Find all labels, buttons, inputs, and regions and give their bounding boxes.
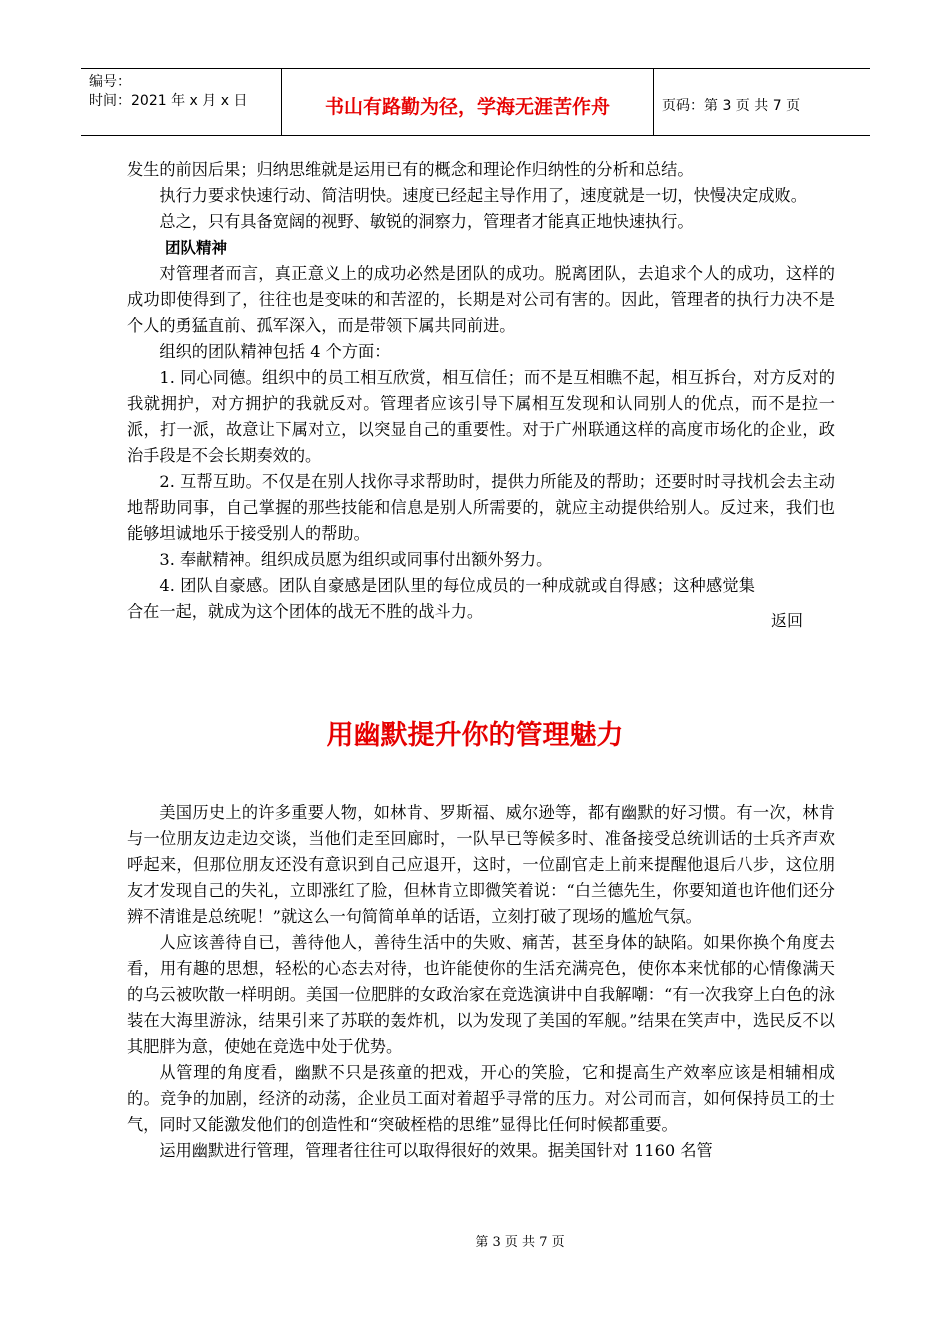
paragraph: 执行力要求快速行动、简洁明快。速度已经起主导作用了，速度就是一切，快慢决定成败。 <box>159 186 807 205</box>
document-number-label: 编号： <box>89 74 131 90</box>
header-motto: 书山有路勤为径，学海无涯苦作舟 <box>282 69 654 135</box>
paragraph: 组织的团队精神包括 4 个方面： <box>159 342 391 361</box>
header-page-info: 页码：第 3 页 共 7 页 <box>662 98 801 114</box>
paragraph: 人应该善待自已，善待他人，善待生活中的失败、痛苦，甚至身体的缺陷。如果你换个角度去看，用有趣的思想，轻松的心态去对待，也许能使你的生活充满亮色，使你本来忧郁的心情像满天的乌云被吹散一样明朗。美国一位肥胖的女政治家在竞选演讲中自我解嘲：“有一次我穿上白色的泳装在大海里游泳，结果引来了苏联的轰炸机，以为发现了美国的军舰。”结果在笑声中，选民反不以其肥胖为意，使她在竞选中处于优势。 <box>127 933 835 1056</box>
document-date-label: 时间：2021 年 x 月 x 日 <box>89 93 248 109</box>
list-item: 1. 同心同德。组织中的员工相互欣赏，相互信任；而不是互相瞧不起，相互拆台，对方反对的我就拥护，对方拥护的我就反对。管理者应该引导下属相互发现和认同别人的优点，而不是拉一派，打一派，故意让下属对立，以突显自己的重要性。对于广州联通这样的高度市场化的企业，政治手段是不会长期奏效的。 <box>127 368 835 465</box>
header-meta <box>81 69 282 135</box>
section-execution-teamwork <box>127 157 835 625</box>
page-header <box>81 68 870 136</box>
article-body <box>127 800 835 1164</box>
article-title: 用幽默提升你的管理魅力 <box>326 720 624 751</box>
list-item: 2. 互帮互助。不仅是在别人找你寻求帮助时，提供力所能及的帮助；还要时时寻找机会去主动地帮助同事，自己掌握的那些技能和信息是别人所需要的，就应主动提供给别人。反过来，我们也能够坦诚地乐于接受别人的帮助。 <box>127 472 835 543</box>
list-item: 4. 团队自豪感。团队自豪感是团队里的每位成员的一种成就或自得感；这种感觉集合在一起，就成为这个团体的战无不胜的战斗力。 <box>127 576 755 621</box>
paragraph: 总之，只有具备宽阔的视野、敏锐的洞察力，管理者才能真正地快速执行。 <box>159 212 694 231</box>
paragraph: 运用幽默进行管理，管理者往往可以取得很好的效果。据美国针对 1160 名管 <box>159 1141 713 1160</box>
paragraph: 发生的前因后果；归纳思维就是运用已有的概念和理论作归纳性的分析和总结。 <box>127 160 694 179</box>
back-link[interactable]: 返回 <box>771 611 804 630</box>
paragraph: 从管理的角度看，幽默不只是孩童的把戏，开心的笑脸，它和提高生产效率应该是相辅相成的。竞争的加剧，经济的动荡，企业员工面对着超乎寻常的压力。对公司而言，如何保持员工的士气，同时又能激发他们的创造性和“突破桎梏的思维”显得比任何时候都重要。 <box>127 1063 835 1134</box>
paragraph: 对管理者而言，真正意义上的成功必然是团队的成功。脱离团队，去追求个人的成功，这样的成功即使得到了，往往也是变味的和苦涩的，长期是对公司有害的。因此，管理者的执行力决不是个人的勇猛直前、孤军深入，而是带领下属共同前进。 <box>127 264 835 335</box>
section-heading: 团队精神 <box>165 239 228 257</box>
paragraph: 美国历史上的许多重要人物，如林肯、罗斯福、威尔逊等，都有幽默的好习惯。有一次，林肯与一位朋友边走边交谈，当他们走至回廊时，一队早已等候多时、准备接受总统训话的士兵齐声欢呼起来，但那位朋友还没有意识到自己应退开，这时，一位副官走上前来提醒他退后八步，这位朋友才发现自己的失礼，立即涨红了脸，但林肯立即微笑着说：“白兰德先生，你要知道也许他们还分辨不清谁是总统呢！”就这么一句简简单单的话语，立刻打破了现场的尴尬气氛。 <box>127 803 835 926</box>
list-item: 3. 奉献精神。组织成员愿为组织或同事付出额外努力。 <box>159 550 553 569</box>
page-footer: 第 3 页 共 7 页 <box>475 1235 565 1250</box>
